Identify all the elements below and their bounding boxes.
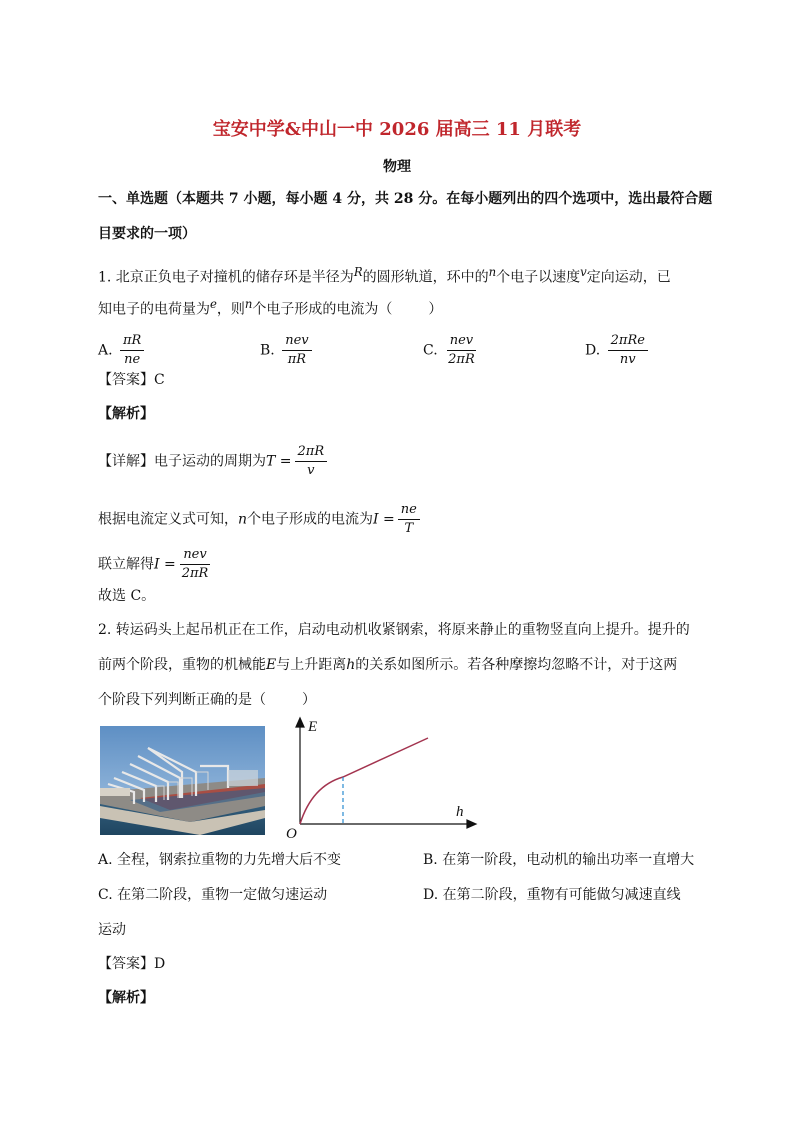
q2-text-b: 与上升距离 xyxy=(276,657,347,673)
q2-option-d-cont: 运动 xyxy=(98,922,126,938)
q2-option-b[interactable]: B. 在第一阶段，电动机的输出功率一直增大 xyxy=(423,852,695,868)
q1-option-b[interactable] xyxy=(260,333,315,368)
q1-step3 xyxy=(98,547,214,582)
fraction-num: nev xyxy=(180,547,209,565)
fraction xyxy=(445,333,478,368)
q1-text-g: 个电子形成的电流为（ xyxy=(252,301,393,318)
q2-text-e: ） xyxy=(302,692,316,708)
q1-stem-line1 xyxy=(98,262,671,288)
q1-text-f: ，则 xyxy=(216,301,245,318)
section-heading-line2: 目要求的一项） xyxy=(98,226,196,242)
detail-label: 【详解】电子运动的周期为 xyxy=(98,453,266,470)
var-n: n xyxy=(238,511,248,528)
fraction xyxy=(295,444,328,479)
eq-lhs: T = xyxy=(266,453,292,470)
q2-option-c[interactable]: C. 在第二阶段，重物一定做匀速运动 xyxy=(98,887,328,903)
q1-text-b: 的圆形轨道，环中的 xyxy=(362,269,489,286)
fraction-num: nev xyxy=(282,333,311,351)
eq-lhs: I = xyxy=(154,556,176,573)
q1-option-a[interactable] xyxy=(98,333,147,368)
q2-stem-line2 xyxy=(98,655,677,675)
q1-text-a: 1. 北京正负电子对撞机的储存环是半径为 xyxy=(98,269,354,286)
fraction-den: nv xyxy=(619,352,636,367)
fraction xyxy=(608,333,648,368)
q2-stem-line1: 2. 转运码头上起吊机正在工作，启动电动机收紧钢索，将原来静止的重物竖直向上提升。提升的 xyxy=(98,622,690,638)
q2-stem-line3 xyxy=(98,690,316,710)
q2-answer: 【答案】D xyxy=(98,956,166,972)
option-label: A. xyxy=(98,342,113,359)
eq-lhs: I = xyxy=(373,511,395,528)
q1-analysis: 【解析】 xyxy=(98,406,154,422)
fraction xyxy=(120,333,144,368)
crane-port-photo xyxy=(100,726,265,835)
fraction-num: 2πRe xyxy=(608,333,648,351)
q1-text-h: ） xyxy=(428,301,443,318)
q2-option-a[interactable]: A. 全程，钢索拉重物的力先增大后不变 xyxy=(98,852,342,868)
energy-curve xyxy=(300,738,428,824)
q2-option-d[interactable]: D. 在第二阶段，重物有可能做匀减速直线 xyxy=(423,887,681,903)
q1-conclusion: 故选 C。 xyxy=(98,588,156,604)
fraction-den: v xyxy=(307,463,315,478)
q1-answer: 【答案】C xyxy=(98,372,165,388)
q1-step2 xyxy=(98,502,423,537)
q1-option-c[interactable] xyxy=(423,333,481,368)
q2-var-E: E xyxy=(266,657,277,673)
subject-title: 物理 xyxy=(383,159,411,175)
x-axis-label: h xyxy=(456,804,464,820)
fraction-den: πR xyxy=(287,352,307,367)
q2-text-d: 个阶段下列判断正确的是（ xyxy=(98,692,266,708)
origin-label: O xyxy=(286,826,297,842)
q1-option-d[interactable] xyxy=(585,333,651,368)
step3-text: 联立解得 xyxy=(98,556,154,573)
y-axis xyxy=(296,718,304,824)
q1-text-e: 知电子的电荷量为 xyxy=(98,301,210,318)
fraction-den: T xyxy=(404,521,414,536)
fraction-den: 2πR xyxy=(181,566,209,581)
q1-var-R: R xyxy=(353,265,363,279)
q1-text-c: 个电子以速度 xyxy=(496,269,581,286)
q1-var-e: e xyxy=(210,297,217,311)
fraction-den: 2πR xyxy=(448,352,475,367)
q1-text-d: 定向运动，已 xyxy=(586,269,671,286)
fraction xyxy=(398,502,420,537)
option-label: C. xyxy=(423,342,438,359)
option-label: D. xyxy=(585,342,601,359)
exam-title: 宝安中学&中山一中 2026 届高三 11 月联考 xyxy=(212,119,582,140)
q1-var-v: v xyxy=(580,265,587,279)
step2-text-b: 个电子形成的电流为 xyxy=(247,511,374,528)
fraction-num: 2πR xyxy=(295,444,328,462)
q2-analysis: 【解析】 xyxy=(98,990,154,1006)
q1-var-n: n xyxy=(488,265,497,279)
step2-text: 根据电流定义式可知， xyxy=(98,511,238,528)
fraction-num: nev xyxy=(447,333,476,351)
q2-text-c: 的关系如图所示。若各种摩擦均忽略不计，对于这两 xyxy=(355,657,678,673)
fraction-num: πR xyxy=(120,333,144,351)
fraction xyxy=(179,547,212,582)
fraction-den: ne xyxy=(124,352,141,367)
q2-text-a: 前两个阶段，重物的机械能 xyxy=(98,657,266,673)
q2-var-h: h xyxy=(346,657,356,673)
x-axis xyxy=(300,820,476,828)
energy-height-graph xyxy=(282,716,482,844)
y-axis-label: E xyxy=(308,719,318,735)
q1-detail xyxy=(98,444,330,479)
fraction xyxy=(282,333,311,368)
q1-var-n2: n xyxy=(244,297,253,311)
q1-stem-line2 xyxy=(98,294,442,320)
option-label: B. xyxy=(260,342,275,359)
section-heading-line1: 一、单选题（本题共 7 小题，每小题 4 分，共 28 分。在每小题列出的四个选项中，选出最符合题 xyxy=(98,191,713,207)
fraction-num: ne xyxy=(398,502,420,520)
